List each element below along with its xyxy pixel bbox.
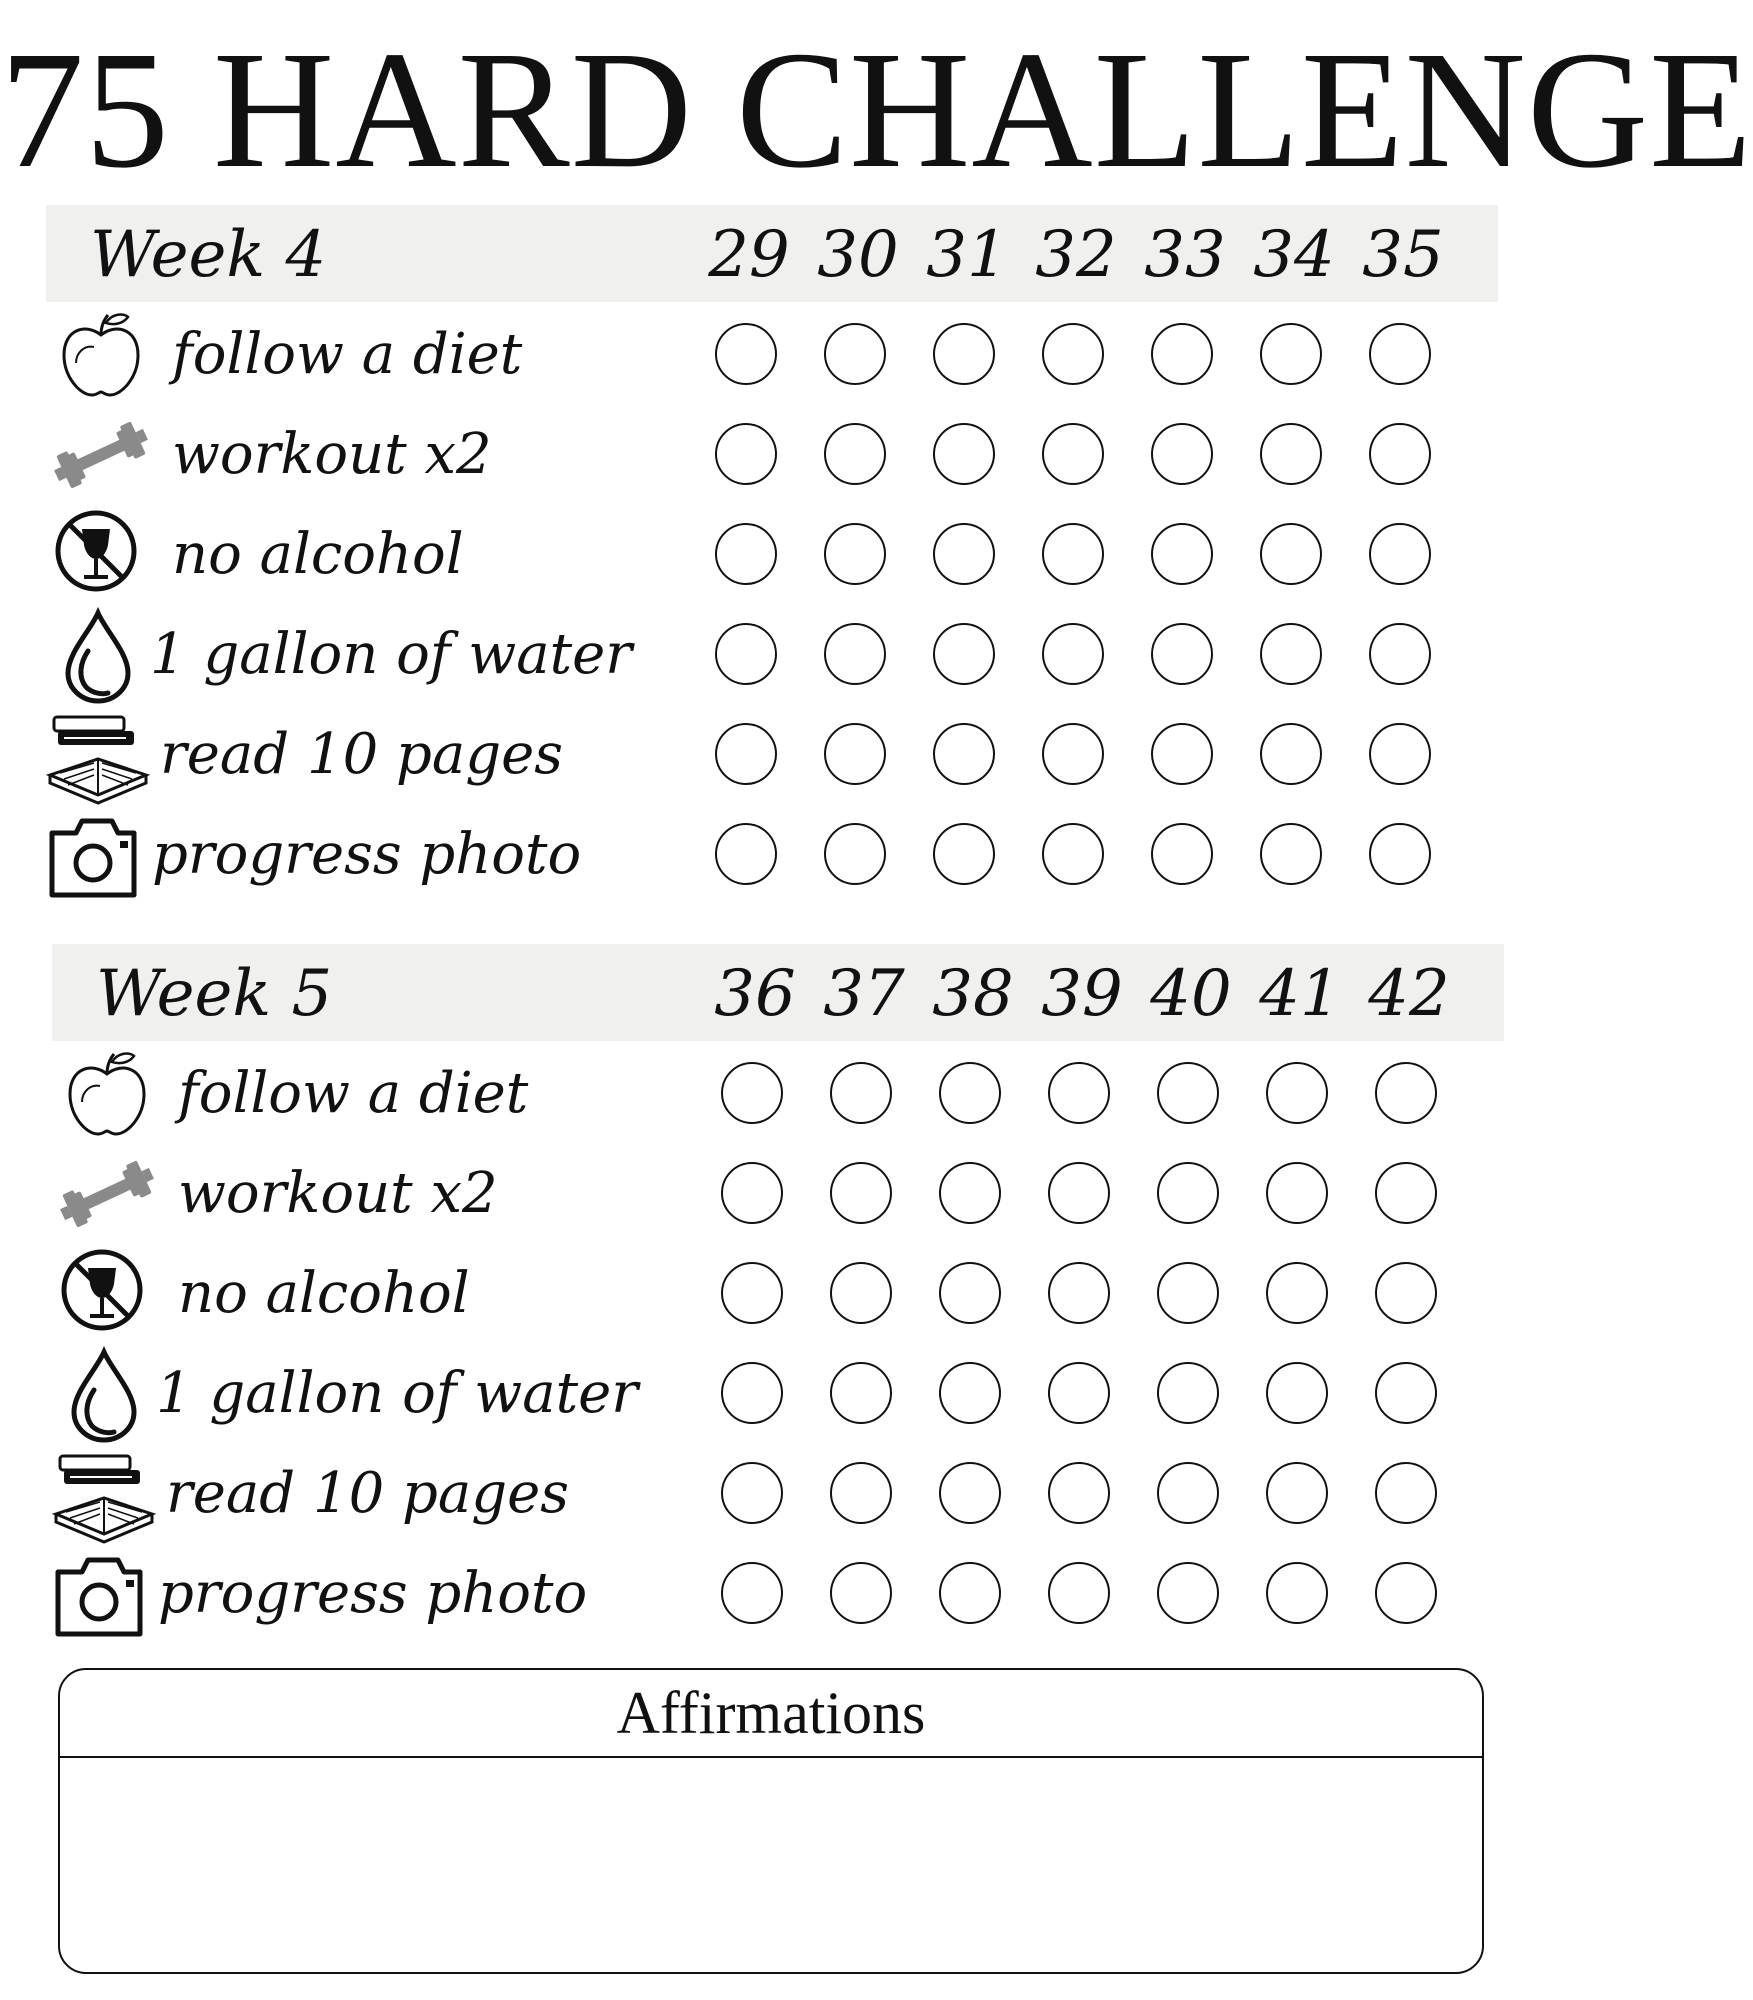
checkbox-circle[interactable] [824, 523, 886, 585]
checkbox-circle[interactable] [1266, 1562, 1328, 1624]
day-number: 38 [932, 957, 1014, 1031]
task-row [6, 1444, 1551, 1544]
checkbox-circle[interactable] [830, 1062, 892, 1124]
dumbbell-icon [52, 1144, 162, 1244]
checkbox-circle[interactable] [1260, 423, 1322, 485]
checkbox-circle[interactable] [933, 823, 995, 885]
checkbox-circle[interactable] [933, 723, 995, 785]
affirmations-box[interactable] [58, 1668, 1484, 1974]
affirmations-divider [60, 1756, 1482, 1758]
task-row [0, 405, 1545, 505]
task-label: no alcohol [172, 522, 464, 587]
checkbox-circle[interactable] [939, 1562, 1001, 1624]
task-row [0, 505, 1545, 605]
checkbox-circle[interactable] [933, 423, 995, 485]
checkbox-circle[interactable] [939, 1062, 1001, 1124]
checkbox-circle[interactable] [824, 323, 886, 385]
checkbox-circle[interactable] [933, 523, 995, 585]
checkbox-circle[interactable] [1369, 323, 1431, 385]
checkbox-circle[interactable] [1048, 1262, 1110, 1324]
day-number: 33 [1144, 218, 1226, 292]
week-section [0, 205, 1545, 925]
task-label: workout x2 [172, 422, 492, 487]
day-number: 42 [1368, 957, 1450, 1031]
day-number: 40 [1150, 957, 1232, 1031]
task-label: workout x2 [178, 1161, 498, 1226]
books-icon [46, 705, 156, 805]
checkbox-circle[interactable] [830, 1262, 892, 1324]
task-row [0, 305, 1545, 405]
checkbox-circle[interactable] [721, 1062, 783, 1124]
task-label: follow a diet [172, 322, 523, 387]
page-title: 75 HARD CHALLENGE [0, 17, 1753, 203]
apple-icon [46, 305, 156, 405]
task-row [6, 1244, 1551, 1344]
day-number: 37 [823, 957, 905, 1031]
checkbox-circle[interactable] [1042, 823, 1104, 885]
checkbox-circle[interactable] [830, 1362, 892, 1424]
checkbox-circle[interactable] [715, 323, 777, 385]
task-row [0, 605, 1545, 705]
checkbox-circle[interactable] [1260, 623, 1322, 685]
task-label: no alcohol [178, 1261, 470, 1326]
checkbox-circle[interactable] [1151, 423, 1213, 485]
checkbox-circle[interactable] [1260, 823, 1322, 885]
checkbox-circle[interactable] [1157, 1562, 1219, 1624]
week-section [6, 944, 1551, 1664]
checkbox-circle[interactable] [1157, 1062, 1219, 1124]
day-number: 39 [1041, 957, 1123, 1031]
checkbox-circle[interactable] [1266, 1062, 1328, 1124]
water-drop-icon [52, 1344, 162, 1444]
checkbox-circle[interactable] [824, 723, 886, 785]
week-label: Week 4 [90, 218, 327, 292]
checkbox-circle[interactable] [824, 823, 886, 885]
task-label: 1 gallon of water [150, 622, 633, 687]
checkbox-circle[interactable] [1157, 1262, 1219, 1324]
checkbox-circle[interactable] [933, 623, 995, 685]
day-number: 36 [714, 957, 796, 1031]
checkbox-circle[interactable] [1369, 423, 1431, 485]
day-number: 41 [1259, 957, 1341, 1031]
checkbox-circle[interactable] [1151, 623, 1213, 685]
checkbox-circle[interactable] [1048, 1562, 1110, 1624]
checkbox-circle[interactable] [1042, 623, 1104, 685]
checkbox-circle[interactable] [1375, 1062, 1437, 1124]
checkbox-circle[interactable] [1048, 1462, 1110, 1524]
task-row [0, 805, 1545, 905]
checkbox-circle[interactable] [824, 623, 886, 685]
checkbox-circle[interactable] [1157, 1162, 1219, 1224]
checkbox-circle[interactable] [939, 1362, 1001, 1424]
affirmations-title: Affirmations [616, 1680, 926, 1746]
checkbox-circle[interactable] [1042, 423, 1104, 485]
task-row [6, 1044, 1551, 1144]
checkbox-circle[interactable] [1151, 823, 1213, 885]
checkbox-circle[interactable] [721, 1562, 783, 1624]
checkbox-circle[interactable] [1260, 723, 1322, 785]
dumbbell-icon [46, 405, 156, 505]
checkbox-circle[interactable] [1375, 1462, 1437, 1524]
apple-icon [52, 1044, 162, 1144]
no-alcohol-icon [46, 505, 156, 605]
checkbox-circle[interactable] [715, 423, 777, 485]
checkbox-circle[interactable] [1151, 523, 1213, 585]
checkbox-circle[interactable] [1369, 723, 1431, 785]
checkbox-circle[interactable] [721, 1462, 783, 1524]
checkbox-circle[interactable] [1375, 1362, 1437, 1424]
checkbox-circle[interactable] [1369, 523, 1431, 585]
task-label: progress photo [158, 1561, 588, 1626]
checkbox-circle[interactable] [1375, 1262, 1437, 1324]
week-header [52, 944, 1504, 1041]
checkbox-circle[interactable] [939, 1162, 1001, 1224]
checkbox-circle[interactable] [1048, 1362, 1110, 1424]
day-number: 30 [817, 218, 899, 292]
checkbox-circle[interactable] [830, 1462, 892, 1524]
checkbox-circle[interactable] [1375, 1562, 1437, 1624]
checkbox-circle[interactable] [715, 623, 777, 685]
checkbox-circle[interactable] [939, 1462, 1001, 1524]
checkbox-circle[interactable] [721, 1362, 783, 1424]
task-label: read 10 pages [166, 1461, 569, 1526]
day-number: 35 [1362, 218, 1444, 292]
checkbox-circle[interactable] [830, 1162, 892, 1224]
task-row [6, 1344, 1551, 1444]
no-alcohol-icon [52, 1244, 162, 1344]
checkbox-circle[interactable] [1375, 1162, 1437, 1224]
checkbox-circle[interactable] [1048, 1062, 1110, 1124]
day-number: 34 [1253, 218, 1335, 292]
checkbox-circle[interactable] [721, 1262, 783, 1324]
week-header [46, 205, 1498, 302]
checkbox-circle[interactable] [1042, 523, 1104, 585]
task-row [0, 705, 1545, 805]
checkbox-circle[interactable] [1151, 323, 1213, 385]
checkbox-circle[interactable] [1157, 1462, 1219, 1524]
checkbox-circle[interactable] [830, 1562, 892, 1624]
checkbox-circle[interactable] [939, 1262, 1001, 1324]
checkbox-circle[interactable] [1151, 723, 1213, 785]
checkbox-circle[interactable] [715, 723, 777, 785]
task-row [6, 1544, 1551, 1644]
task-label: progress photo [152, 822, 582, 887]
task-label: read 10 pages [160, 722, 563, 787]
checkbox-circle[interactable] [1157, 1362, 1219, 1424]
checkbox-circle[interactable] [1266, 1262, 1328, 1324]
checkbox-circle[interactable] [1369, 623, 1431, 685]
checkbox-circle[interactable] [1260, 523, 1322, 585]
day-number: 31 [926, 218, 1008, 292]
checkbox-circle[interactable] [715, 523, 777, 585]
books-icon [52, 1444, 162, 1544]
checkbox-circle[interactable] [1042, 723, 1104, 785]
week-label: Week 5 [96, 957, 333, 1031]
task-row [6, 1144, 1551, 1244]
task-label: 1 gallon of water [156, 1361, 639, 1426]
day-number: 32 [1035, 218, 1117, 292]
checkbox-circle[interactable] [1042, 323, 1104, 385]
checkbox-circle[interactable] [1260, 323, 1322, 385]
checkbox-circle[interactable] [1048, 1162, 1110, 1224]
water-drop-icon [46, 605, 156, 705]
camera-icon [46, 805, 156, 905]
checkbox-circle[interactable] [715, 823, 777, 885]
day-number: 29 [708, 218, 790, 292]
checkbox-circle[interactable] [1266, 1162, 1328, 1224]
checkbox-circle[interactable] [1266, 1362, 1328, 1424]
checkbox-circle[interactable] [824, 423, 886, 485]
checkbox-circle[interactable] [721, 1162, 783, 1224]
checkbox-circle[interactable] [1369, 823, 1431, 885]
task-label: follow a diet [178, 1061, 529, 1126]
checkbox-circle[interactable] [933, 323, 995, 385]
checkbox-circle[interactable] [1266, 1462, 1328, 1524]
camera-icon [52, 1544, 162, 1644]
